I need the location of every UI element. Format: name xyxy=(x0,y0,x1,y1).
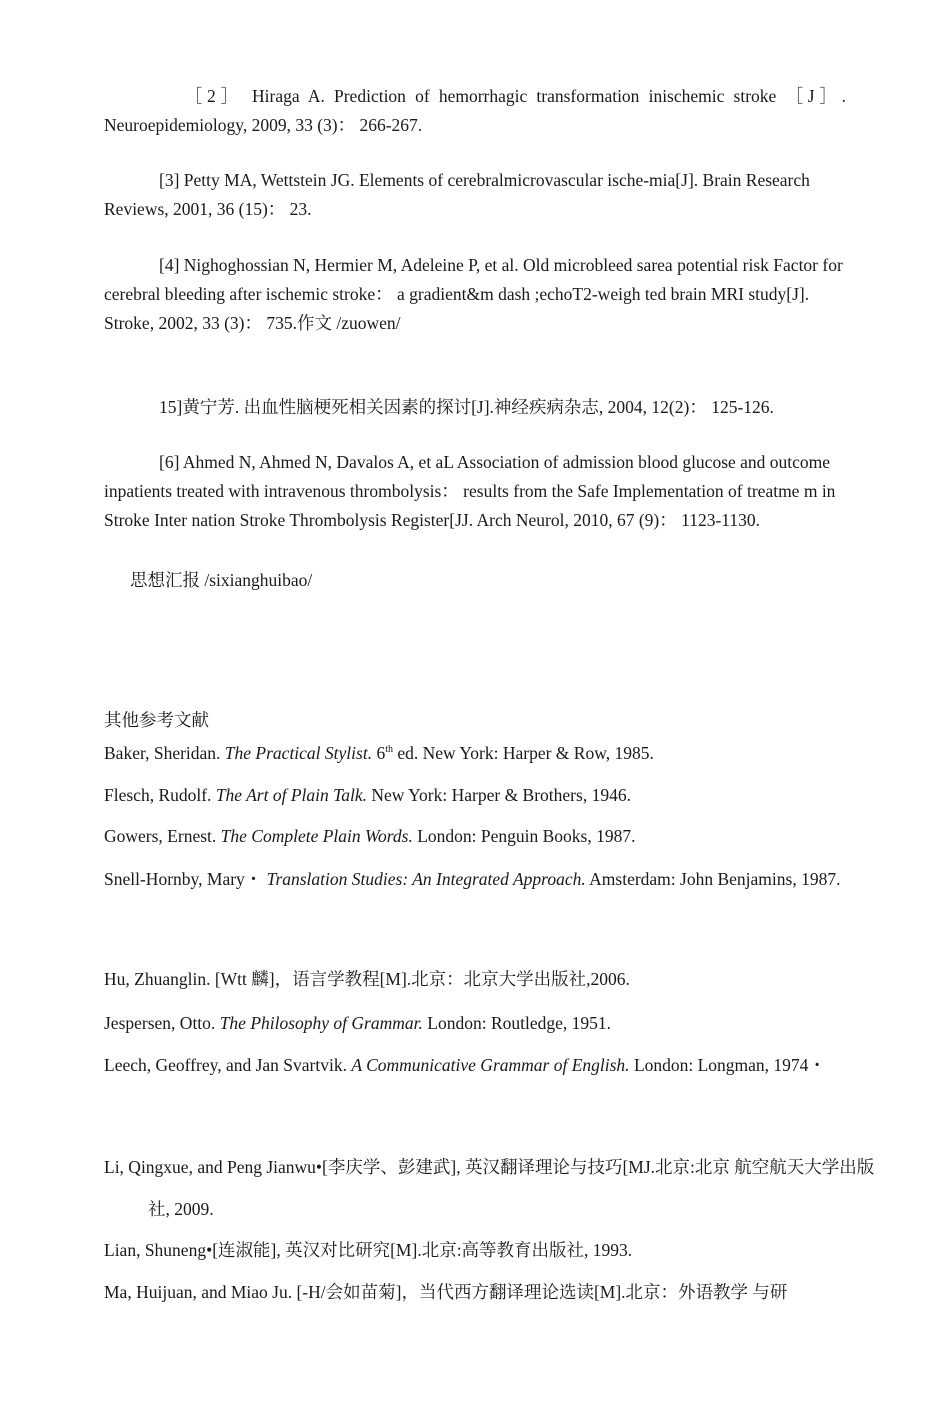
reference-4 xyxy=(104,251,846,338)
bib-author: Gowers, Ernest. xyxy=(104,826,221,846)
bib-edition-suffix: th xyxy=(385,744,393,756)
bib-publisher: London: Routledge, 1951. xyxy=(422,1013,611,1033)
bibliography-entry: Ma, Huijuan, and Miao Ju. [-H/会如苗菊]，当代西方翻译理论选读[M].北京：外语教学 与研 xyxy=(104,1282,788,1302)
bib-publisher: ed. New York: Harper & Row, 1985. xyxy=(392,743,654,763)
bib-title: A Communicative Grammar of English. xyxy=(351,1055,630,1075)
bib-author: Baker, Sheridan. xyxy=(104,743,225,763)
bibliography-entry xyxy=(104,815,896,857)
reference-number: ［2］ xyxy=(180,86,243,106)
bibliography-entry xyxy=(104,774,896,816)
reference-6 xyxy=(104,448,846,535)
bib-publisher: New York: Harper & Brothers, 1946. xyxy=(367,785,631,805)
reference-text: Petty MA, Wettstein JG. Elements of cerebralmicrovascular ische-mia[J]. Brain Research Reviews, 2001, 36 (15)： 23. xyxy=(104,170,810,219)
bib-author: Flesch, Rudolf. xyxy=(104,785,216,805)
bib-publisher: London: Longman, 1974・ xyxy=(629,1055,826,1075)
bib-title: The Art of Plain Talk. xyxy=(215,785,368,805)
reference-3 xyxy=(104,166,846,224)
reference-text: 黄宁芳. 出血性脑梗死相关因素的探讨[J].神经疾病杂志, 2004, 12(2)： 125-126. xyxy=(182,397,774,417)
bib-title: Translation Studies: An Integrated Approach. xyxy=(266,869,586,889)
reference-text: Hiraga A. Prediction of hemorrhagic transformation inischemic stroke ［J］. Neuroepidemiology, 2009, 33 (3)： 266-267. xyxy=(104,86,847,135)
bibliography-entry: Hu, Zhuanglin. [Wtt 麟]，语言学教程[M].北京：北京大学出版社,2006. xyxy=(104,969,630,989)
bib-edition: 6 xyxy=(372,743,386,763)
reference-2 xyxy=(104,82,846,140)
reference-number: [6] xyxy=(159,452,180,472)
reference-text: Nighoghossian N, Hermier M, Adeleine P, et al. Old microbleed sarea potential risk Factor for cerebral bleeding after ischemic stroke： a gradient&m dash ;echoT2-weigh ted brain MRI study[J]. Stroke, 2002, 33 (3)： 735.作文 /zuowen/ xyxy=(104,255,843,333)
bib-publisher: London: Penguin Books, 1987. xyxy=(412,826,636,846)
bib-author: Jespersen, Otto. xyxy=(104,1013,220,1033)
reference-text: Ahmed N, Ahmed N, Davalos A, et aL Association of admission blood glucose and outcome inpatients treated with intravenous thrombolysis： results from the Safe Implementation of treatme m in Stroke Inter nation Stroke Thrombolysis Register[JJ. Arch Neurol, 2010, 67 (9)： 1123-1130. xyxy=(104,452,836,530)
reference-5 xyxy=(104,393,846,422)
section-heading: 其他参考文献 xyxy=(104,710,209,730)
bibliography-entry xyxy=(104,732,896,774)
bib-author: Snell-Hornby, Mary・ xyxy=(104,869,267,889)
reference-number: 15] xyxy=(159,397,183,417)
bib-title: The Philosophy of Grammar. xyxy=(219,1013,423,1033)
bib-publisher: Amsterdam: John Benjamins, 1987. xyxy=(585,869,841,889)
bib-title: The Complete Plain Words. xyxy=(220,826,413,846)
bibliography-entry: Li, Qingxue, and Peng Jianwu•[李庆学、彭建武], 英汉翻译理论与技巧[MJ.北京:北京 航空航天大学出版社, 2009. xyxy=(104,1157,875,1219)
inline-note: 思想汇报 /sixianghuibao/ xyxy=(130,570,313,590)
bib-author: Leech, Geoffrey, and Jan Svartvik. xyxy=(104,1055,352,1075)
bib-title: The Practical Stylist. xyxy=(224,743,373,763)
bibliography-entry xyxy=(104,1044,896,1086)
reference-number: [4] xyxy=(159,255,180,275)
reference-number: [3] xyxy=(159,170,180,190)
bibliography-entry xyxy=(104,1002,896,1044)
bibliography-entry: Lian, Shuneng•[连淑能], 英汉对比研究[M].北京:高等教育出版社, 1993. xyxy=(104,1240,633,1260)
bibliography-entry xyxy=(104,858,896,900)
